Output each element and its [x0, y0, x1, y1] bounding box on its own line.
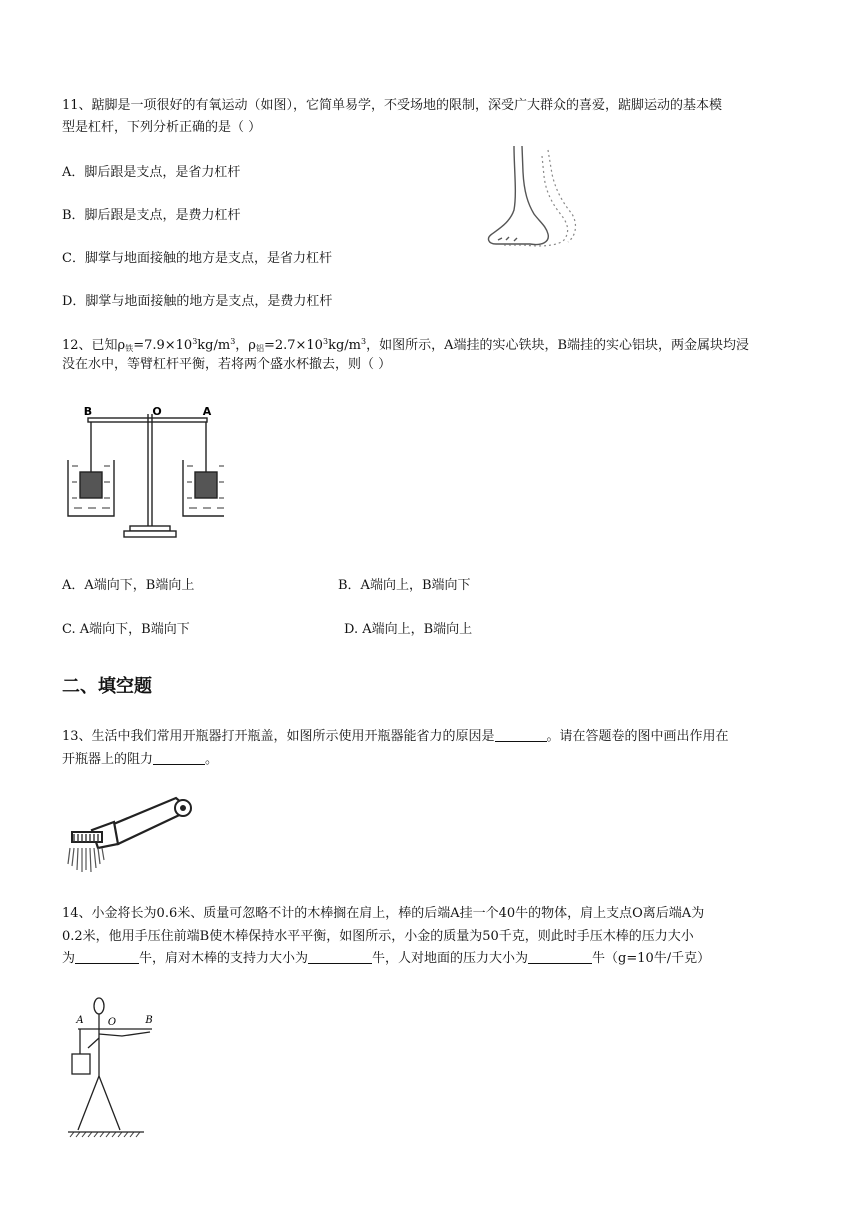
q12-seg6: kg/m — [328, 338, 361, 353]
q12-option-c[interactable]: C. A端向下，B端向下 — [62, 622, 190, 637]
q14-seg3: 牛，人对地面的压力大小为 — [372, 951, 529, 966]
q12-option-a[interactable]: A．A端向下，B端向上 — [62, 578, 195, 593]
q12-seg1: 12、已知ρ — [62, 338, 126, 353]
q13-answer-blank-1[interactable] — [495, 727, 547, 742]
q12-sup1: 3 — [192, 337, 198, 346]
q12-sup4: 3 — [360, 337, 367, 346]
fig12-label-a: A — [202, 405, 212, 418]
q13-seg4: 。 — [205, 752, 219, 767]
q12-text-line2: 没在水中，等臂杠杆平衡，若将两个盛水杯撤去，则（ ） — [62, 357, 392, 372]
q13-answer-blank-2[interactable] — [153, 750, 205, 765]
q11-option-c[interactable]: C．脚掌与地面接触的地方是支点，是省力杠杆 — [62, 251, 332, 266]
q12-seg4: ，ρ — [235, 338, 256, 353]
q14-seg1: 为 — [62, 951, 76, 966]
q13-text-line1 — [62, 727, 729, 747]
q13-text-line2 — [62, 750, 218, 770]
bottle-opener-figure — [64, 792, 200, 880]
q14-text-line2: 0.2米，他用手压住前端B使木棒保持水平平衡，如图所示，小金的质量为50千克，则此时手压木棒的压力大小 — [62, 929, 694, 944]
q13-seg3: 开瓶器上的阻力 — [62, 752, 154, 767]
fig14-label-b: B — [145, 1015, 153, 1026]
q11-option-d[interactable]: D．脚掌与地面接触的地方是支点，是费力杠杆 — [62, 294, 333, 309]
q12-sup3: 3 — [322, 337, 329, 346]
fig14-label-o: O — [107, 1017, 117, 1028]
q14-text-line1: 14、小金将长为0.6米、质量可忽略不计的木棒搁在肩上，棒的后端A挂一个40牛的物体，肩上支点O离后端A为 — [62, 906, 705, 921]
q11-option-b[interactable]: B．脚后跟是支点，是费力杠杆 — [62, 208, 241, 223]
q14-answer-blank-2[interactable] — [308, 949, 372, 964]
tiptoe-foot-figure — [484, 142, 584, 250]
q14-answer-blank-1[interactable] — [75, 949, 139, 964]
q12-sub-iron: 铁 — [125, 344, 134, 353]
q14-answer-blank-3[interactable] — [528, 949, 592, 964]
q12-option-b[interactable]: B．A端向上，B端向下 — [338, 578, 471, 593]
q11-text-line2: 型是杠杆，下列分析正确的是（ ） — [62, 120, 262, 135]
q13-seg1: 13、生活中我们常用开瓶器打开瓶盖，如图所示使用开瓶器能省力的原因是 — [62, 729, 495, 744]
q11-option-a[interactable]: A．脚后跟是支点，是省力杠杆 — [62, 165, 241, 180]
lever-balance-figure — [64, 402, 224, 544]
q14-text-line3 — [62, 949, 710, 969]
fig12-label-o: O — [152, 405, 162, 418]
section-heading-fill-in: 二、填空题 — [62, 676, 152, 697]
q12-sup2: 3 — [230, 337, 236, 346]
q12-sub-al: 铝 — [255, 344, 264, 353]
q12-seg5: =2.7×10 — [263, 338, 323, 353]
q12-option-d[interactable]: D. A端向上，B端向上 — [344, 622, 473, 637]
q12-seg3: kg/m — [197, 338, 231, 353]
q12-seg2: =7.9×10 — [133, 338, 193, 353]
q11-text-line1: 11、踮脚是一项很好的有氧运动（如图），它简单易学，不受场地的限制，深受广大群众的喜爱，踮脚运动的基本模 — [62, 98, 723, 113]
fig12-label-b: B — [83, 405, 93, 418]
person-stick-lever-figure — [66, 990, 166, 1138]
q14-seg4: 牛（g=10牛/千克） — [592, 951, 711, 966]
q12-seg7: ，如图所示，A端挂的实心铁块，B端挂的实心铝块，两金属块均浸 — [366, 338, 750, 353]
q13-seg2: 。请在答题卷的图中画出作用在 — [546, 729, 729, 744]
q14-seg2: 牛，肩对木棒的支持力大小为 — [139, 951, 309, 966]
fig14-label-a: A — [76, 1015, 84, 1026]
